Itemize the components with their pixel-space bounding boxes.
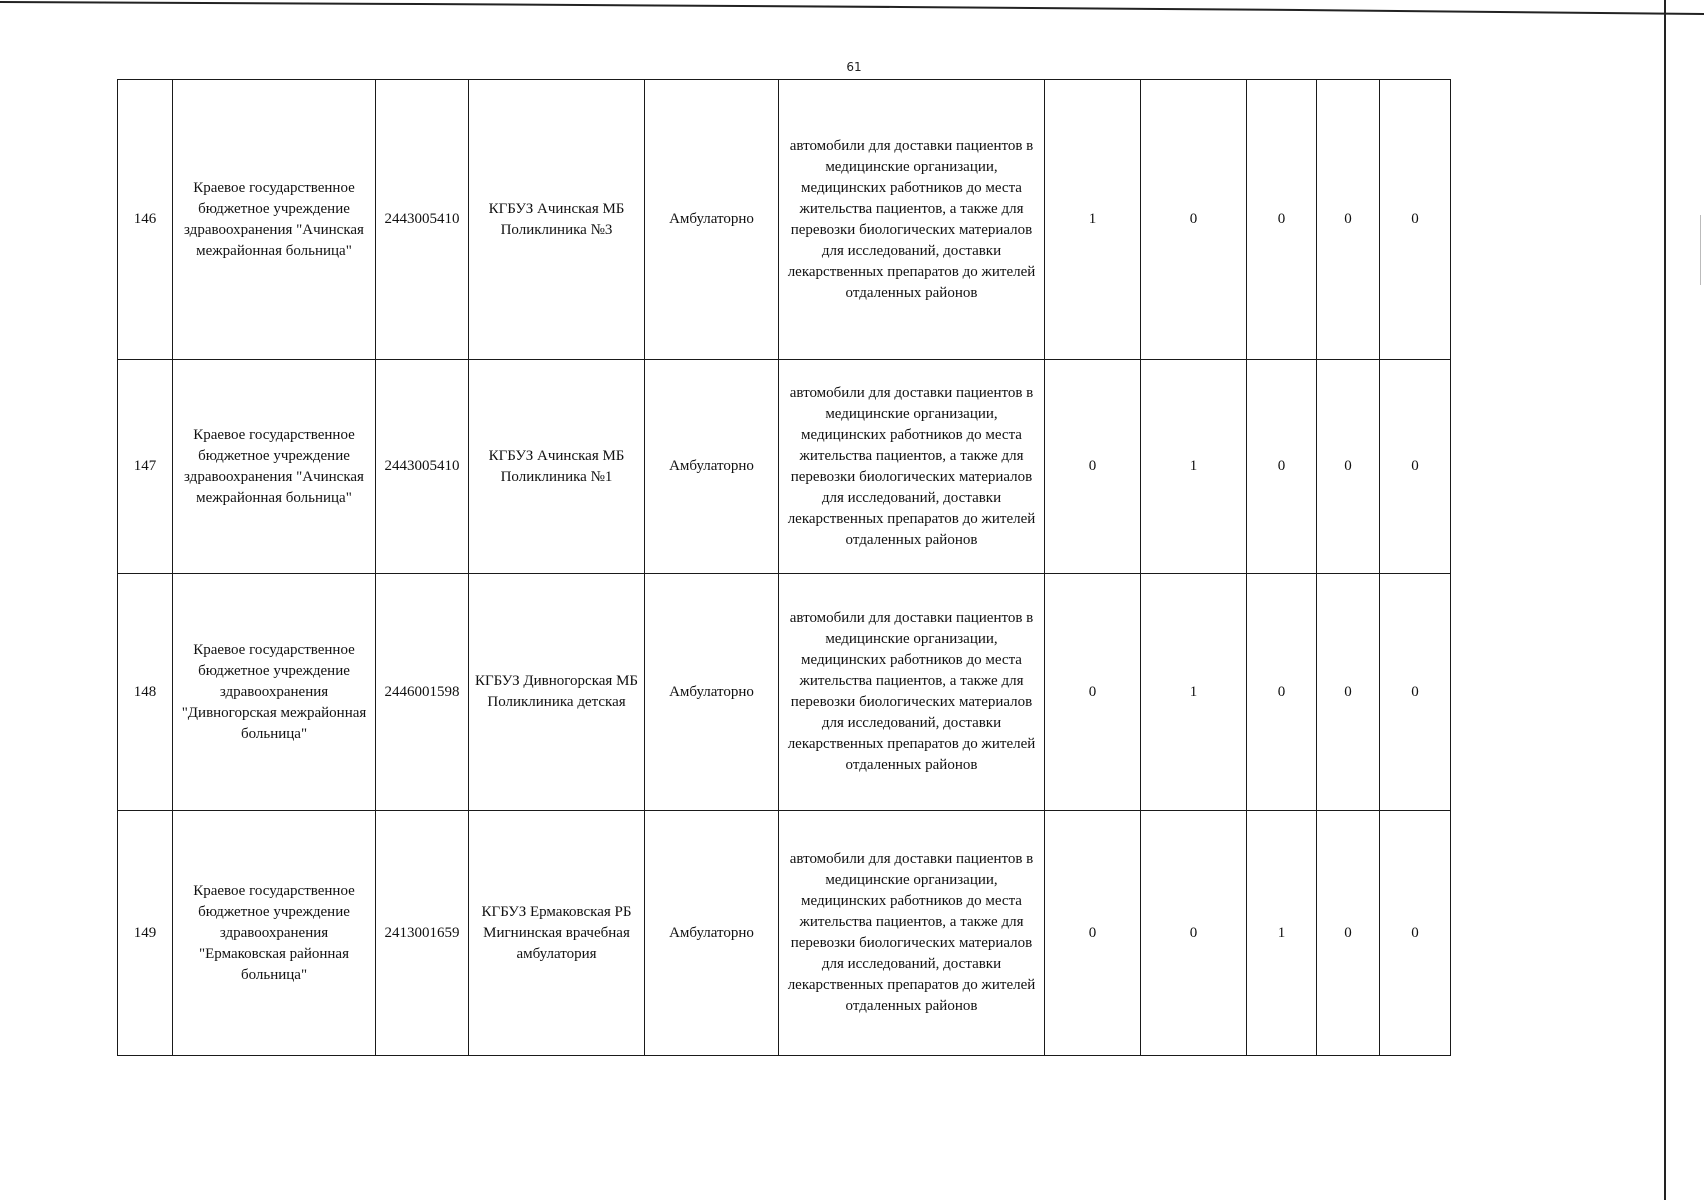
- value-cell-1: 0: [1045, 360, 1141, 574]
- subdivision-cell: КГБУЗ Ермаковская РБ Мигнинская врачебная амбулатория: [469, 811, 645, 1056]
- subdivision-cell: КГБУЗ Ачинская МБ Поликлиника №3: [469, 80, 645, 360]
- purpose-cell: автомобили для доставки пациентов в медицинские организации, медицинских работников до места жительства пациентов, а также для перевозки биологических материалов для исследований, доставки лекарственных препаратов до жителей отдаленных районов: [779, 574, 1045, 811]
- subdivision-cell: КГБУЗ Ачинская МБ Поликлиника №1: [469, 360, 645, 574]
- value-cell-3: 0: [1247, 574, 1317, 811]
- value-cell-3: 1: [1247, 811, 1317, 1056]
- scan-edge-right: [1664, 0, 1666, 1200]
- purpose-cell: автомобили для доставки пациентов в медицинские организации, медицинских работников до места жительства пациентов, а также для перевозки биологических материалов для исследований, доставки лекарственных препаратов до жителей отдаленных районов: [779, 811, 1045, 1056]
- organization-cell: Краевое государственное бюджетное учреждение здравоохранения "Ачинская межрайонная больница": [173, 360, 376, 574]
- value-cell-3: 0: [1247, 360, 1317, 574]
- row-number-cell: 147: [118, 360, 173, 574]
- value-cell-2: 0: [1141, 80, 1247, 360]
- value-cell-1: 1: [1045, 80, 1141, 360]
- row-number-cell: 149: [118, 811, 173, 1056]
- scan-mark: [1700, 215, 1701, 285]
- value-cell-4: 0: [1317, 80, 1380, 360]
- value-cell-5: 0: [1380, 360, 1451, 574]
- value-cell-4: 0: [1317, 360, 1380, 574]
- value-cell-5: 0: [1380, 80, 1451, 360]
- table-row: [118, 360, 1451, 574]
- value-cell-4: 0: [1317, 574, 1380, 811]
- organization-cell: Краевое государственное бюджетное учреждение здравоохранения "Ачинская межрайонная больница": [173, 80, 376, 360]
- subdivision-cell: КГБУЗ Дивногорская МБ Поликлиника детская: [469, 574, 645, 811]
- row-number-cell: 148: [118, 574, 173, 811]
- inn-cell: 2443005410: [376, 80, 469, 360]
- registry-table: [117, 79, 1451, 1056]
- purpose-cell: автомобили для доставки пациентов в медицинские организации, медицинских работников до места жительства пациентов, а также для перевозки биологических материалов для исследований, доставки лекарственных препаратов до жителей отдаленных районов: [779, 360, 1045, 574]
- inn-cell: 2413001659: [376, 811, 469, 1056]
- value-cell-5: 0: [1380, 574, 1451, 811]
- purpose-cell: автомобили для доставки пациентов в медицинские организации, медицинских работников до места жительства пациентов, а также для перевозки биологических материалов для исследований, доставки лекарственных препаратов до жителей отдаленных районов: [779, 80, 1045, 360]
- value-cell-2: 0: [1141, 811, 1247, 1056]
- care-type-cell: Амбулаторно: [645, 80, 779, 360]
- table-row: [118, 811, 1451, 1056]
- organization-cell: Краевое государственное бюджетное учреждение здравоохранения "Дивногорская межрайонная больница": [173, 574, 376, 811]
- value-cell-2: 1: [1141, 574, 1247, 811]
- table-row: [118, 80, 1451, 360]
- value-cell-3: 0: [1247, 80, 1317, 360]
- value-cell-2: 1: [1141, 360, 1247, 574]
- page-number: 61: [846, 60, 862, 74]
- care-type-cell: Амбулаторно: [645, 360, 779, 574]
- organization-cell: Краевое государственное бюджетное учреждение здравоохранения "Ермаковская районная больница": [173, 811, 376, 1056]
- inn-cell: 2443005410: [376, 360, 469, 574]
- inn-cell: 2446001598: [376, 574, 469, 811]
- table-row: [118, 574, 1451, 811]
- scan-edge-top: [0, 0, 1704, 18]
- value-cell-4: 0: [1317, 811, 1380, 1056]
- value-cell-1: 0: [1045, 574, 1141, 811]
- care-type-cell: Амбулаторно: [645, 811, 779, 1056]
- value-cell-5: 0: [1380, 811, 1451, 1056]
- value-cell-1: 0: [1045, 811, 1141, 1056]
- care-type-cell: Амбулаторно: [645, 574, 779, 811]
- row-number-cell: 146: [118, 80, 173, 360]
